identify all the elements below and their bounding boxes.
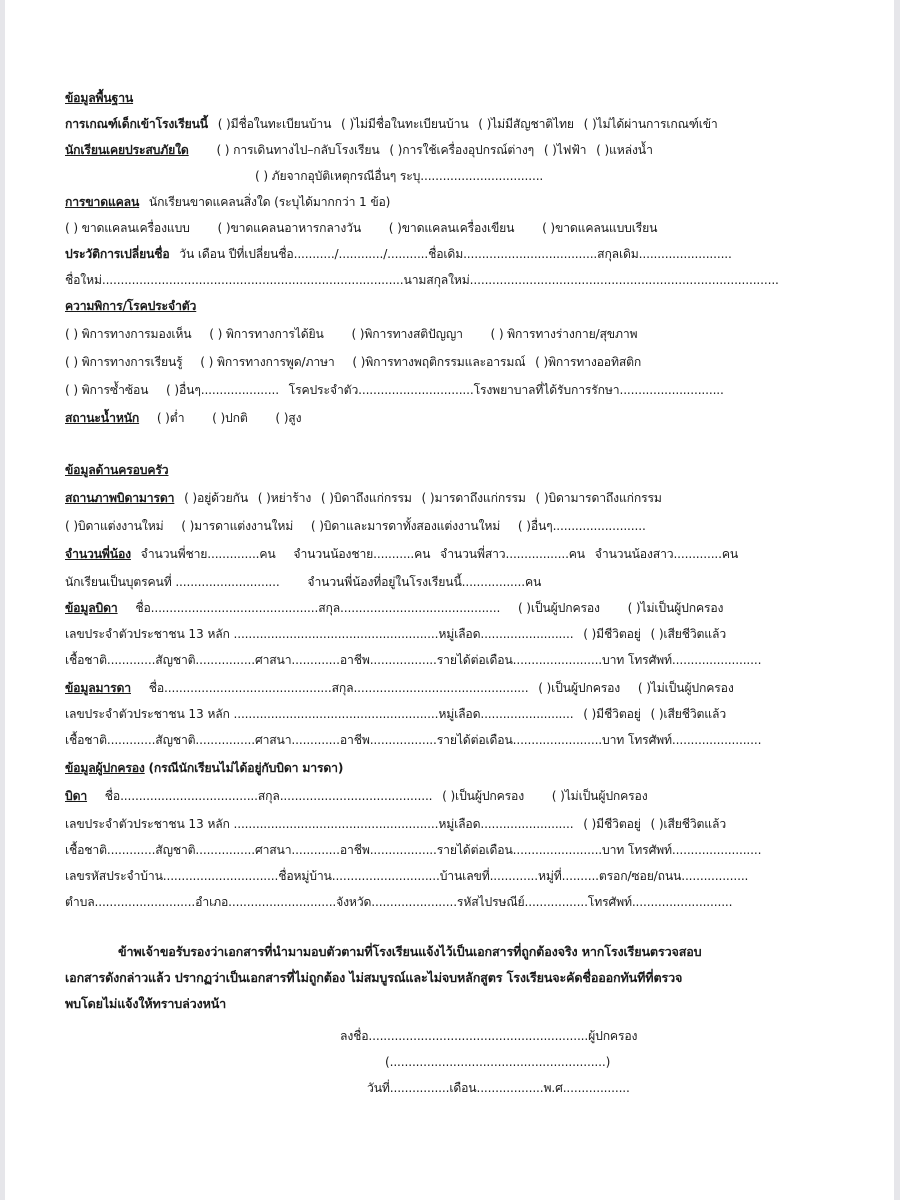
signature-row <box>340 1028 637 1044</box>
checkbox-option[interactable]: ( )เป็นผู้ปกครอง <box>442 789 525 803</box>
hospital-field[interactable]: โรงพยาบาลที่ได้รับการรักษา............................ <box>473 383 724 397</box>
declaration-line-2 <box>65 970 682 986</box>
child-order-field[interactable]: นักเรียนเป็นบุตรคนที่ ............................ <box>65 575 280 589</box>
signature-date-field[interactable]: วันที่................เดือน..................พ.ศ.................. <box>367 1081 630 1095</box>
guardian-id-row <box>65 816 726 832</box>
father-id-row <box>65 626 726 642</box>
weight-row <box>65 410 301 426</box>
guardian-details-row <box>65 842 761 858</box>
disability-row-2 <box>65 354 641 370</box>
guardian-heading-row <box>65 760 343 776</box>
lack-row <box>65 194 390 210</box>
younger-brothers-field[interactable]: จำนวนน้องชาย...........คน <box>293 547 431 561</box>
old-surname-field[interactable]: สกุลเดิม......................... <box>597 247 732 261</box>
mother-id-row <box>65 706 726 722</box>
guardian-address-field-1[interactable]: เลขรหัสประจำบ้าน...............................ชื่อหมู่บ้าน.............................บ้านเลขที่.............หมู่ที่..........ตรอก/ซอย/ถนน.................. <box>65 869 749 883</box>
mother-label: ข้อมูลมารดา <box>65 681 131 695</box>
page-edge-right <box>894 0 900 1200</box>
checkbox-option[interactable]: ( )มารดาแต่งงานใหม่ <box>181 519 294 533</box>
heading-basic: ข้อมูลพื้นฐาน <box>65 91 134 105</box>
checkbox-option[interactable]: ( )เป็นผู้ปกครอง <box>538 681 621 695</box>
signer-name-row <box>385 1054 610 1070</box>
siblings-label: จำนวนพี่น้อง <box>65 547 131 561</box>
checkbox-option[interactable]: ( )เสียชีวิตแล้ว <box>650 817 727 831</box>
lack-label: การขาดแคลน <box>65 195 140 209</box>
name-change-label: ประวัติการเปลี่ยนชื่อ <box>65 247 170 261</box>
checkbox-option[interactable]: ( )ต่ำ <box>156 411 185 425</box>
checkbox-option[interactable]: ( ) พิการซ้ำซ้อน <box>65 383 149 397</box>
checkbox-option[interactable]: ( )เสียชีวิตแล้ว <box>650 707 727 721</box>
declaration-text: พบโดยไม่แจ้งให้ทราบล่วงหน้า <box>65 996 227 1011</box>
new-name-field[interactable]: ชื่อใหม่................................................................................. <box>65 273 404 287</box>
heading-family: ข้อมูลด้านครอบครัว <box>65 463 169 477</box>
father-name-row <box>65 600 723 616</box>
checkbox-option[interactable]: ( )ไม่เป็นผู้ปกครอง <box>627 601 724 615</box>
lack-options-row <box>65 220 657 236</box>
parent-status-row-2 <box>65 518 646 534</box>
section-heading-basic <box>65 90 133 106</box>
younger-sisters-field[interactable]: จำนวนน้องสาว.............คน <box>594 547 739 561</box>
checkbox-option[interactable]: ( )ไม่มีสัญชาติไทย <box>478 117 574 131</box>
checkbox-option[interactable]: ( )มารดาถึงแก่กรรม <box>421 491 526 505</box>
checkbox-option[interactable]: ( ) ขาดแคลนเครื่องแบบ <box>65 221 190 235</box>
parent-status-label: สถานภาพบิดามารดา <box>65 491 175 505</box>
new-surname-field[interactable]: นามสกุลใหม่................................................................................... <box>403 273 779 287</box>
signature-date-row <box>367 1080 630 1096</box>
father-details-field[interactable]: เชื้อชาติ.............สัญชาติ................ศาสนา.............อาชีพ..................รายได้ต่อเดือน........................บาท โทรศัพท์........................ <box>65 653 762 667</box>
father-label: ข้อมูลบิดา <box>65 601 118 615</box>
siblings-in-school-field[interactable]: จำนวนพี่น้องที่อยู่ในโรงเรียนนี้.................คน <box>307 575 542 589</box>
checkbox-option[interactable]: ( )ไม่เป็นผู้ปกครอง <box>551 789 648 803</box>
hazard-label: นักเรียนเคยประสบภัยใด <box>65 143 189 157</box>
father-details-row <box>65 652 761 668</box>
child-order-row <box>65 574 541 590</box>
signer-name-field[interactable]: (..........................................................) <box>385 1055 611 1069</box>
checkbox-option[interactable]: ( )พิการทางออทิสติก <box>535 355 642 369</box>
checkbox-option[interactable]: ( )มีชีวิตอยู่ <box>583 707 641 721</box>
criteria-row <box>65 116 718 132</box>
declaration-text: เอกสารดังกล่าวแล้ว ปรากฏว่าเป็นเอกสารที่ไม่ถูกต้อง ไม่สมบูรณ์และไม่จบหลักสูตร โรงเรียนจะคัดชื่อออกทันทีที่ตรวจ <box>65 970 683 985</box>
father-name-field[interactable]: ชื่อ.............................................สกุล........................................... <box>135 601 501 615</box>
checkbox-option[interactable]: ( )ไม่ได้ผ่านการเกณฑ์เข้า <box>583 117 718 131</box>
checkbox-option[interactable]: ( )การใช้เครื่องอุปกรณ์ต่างๆ <box>389 143 535 157</box>
mother-details-field[interactable]: เชื้อชาติ.............สัญชาติ................ศาสนา.............อาชีพ..................รายได้ต่อเดือน........................บาท โทรศัพท์........................ <box>65 733 762 747</box>
disability-row-3 <box>65 382 724 398</box>
older-sisters-field[interactable]: จำนวนพี่สาว.................คน <box>440 547 585 561</box>
guardian-address-row-2 <box>65 894 732 910</box>
checkbox-option[interactable]: ( ) พิการทางการมองเห็น <box>65 327 192 341</box>
mother-details-row <box>65 732 761 748</box>
guardian-address-field-2[interactable]: ตำบล...........................อำเภอ.............................จังหวัด.......................รหัสไปรษณีย์.................โทรศัพท์........................... <box>65 895 733 909</box>
checkbox-option[interactable]: ( )ไฟฟ้า <box>543 143 587 157</box>
lack-question: นักเรียนขาดแคลนสิ่งใด (ระบุได้มากกว่า 1 ข้อ) <box>148 195 391 209</box>
section-heading-disability <box>65 298 196 314</box>
declaration-text: ข้าพเจ้าขอรับรองว่าเอกสารที่นำมามอบตัวตามที่โรงเรียนแจ้งไว้เป็นเอกสารที่ถูกต้องจริง หากโรงเรียนตรวจสอบ <box>118 944 702 959</box>
hazard-other-field[interactable]: ( ) ภัยจากอุบัติเหตุกรณีอื่นๆ ระบุ................................. <box>255 169 544 183</box>
guardian-label: ข้อมูลผู้ปกครอง <box>65 761 145 775</box>
name-change-date-field[interactable]: วัน เดือน ปีที่เปลี่ยนชื่อ.........../............/........... <box>179 247 429 261</box>
checkbox-option[interactable]: ( ) พิการทางการพูด/ภาษา <box>200 355 335 369</box>
new-name-row <box>65 272 779 288</box>
signature-field[interactable]: ลงชื่อ...........................................................ผู้ปกครอง <box>340 1029 638 1043</box>
checkbox-option[interactable]: ( )พิการทางพฤติกรรมและอารมณ์ <box>352 355 526 369</box>
name-change-row <box>65 246 732 262</box>
checkbox-option[interactable]: ( )ไม่เป็นผู้ปกครอง <box>637 681 734 695</box>
chronic-disease-field[interactable]: โรคประจำตัว............................... <box>288 383 474 397</box>
checkbox-option[interactable]: ( )อื่นๆ......................... <box>517 519 646 533</box>
checkbox-option[interactable]: ( )บิดาและมารดาทั้งสองแต่งงานใหม่ <box>310 519 501 533</box>
checkbox-option[interactable]: ( )มีชื่อในทะเบียนบ้าน <box>217 117 332 131</box>
checkbox-option[interactable]: ( )พิการทางสติปัญญา <box>351 327 463 341</box>
guardian-address-row-1 <box>65 868 748 884</box>
checkbox-option[interactable]: ( )มีชีวิตอยู่ <box>583 817 641 831</box>
guardian-name-row <box>65 788 648 804</box>
mother-id-field[interactable]: เลขประจำตัวประชาชน 13 หลัก .......................................................หมู่เลือด......................... <box>65 707 574 721</box>
weight-label: สถานะน้ำหนัก <box>65 411 140 425</box>
checkbox-option[interactable]: ( ) พิการทางร่างกาย/สุขภาพ <box>490 327 638 341</box>
checkbox-option[interactable]: ( )ขาดแคลนเครื่องเขียน <box>388 221 515 235</box>
mother-name-field[interactable]: ชื่อ.............................................สกุล............................................... <box>148 681 529 695</box>
document-page <box>5 0 894 1200</box>
checkbox-option[interactable]: ( )มีชีวิตอยู่ <box>583 627 641 641</box>
checkbox-option[interactable]: ( )สูง <box>275 411 302 425</box>
checkbox-option[interactable]: ( ) พิการทางการเรียนรู้ <box>65 355 183 369</box>
siblings-row <box>65 546 738 562</box>
checkbox-option[interactable]: ( ) การเดินทางไป–กลับโรงเรียน <box>216 143 380 157</box>
checkbox-option[interactable]: ( )ไม่มีชื่อในทะเบียนบ้าน <box>341 117 469 131</box>
father-id-field[interactable]: เลขประจำตัวประชาชน 13 หลัก .......................................................หมู่เลือด......................... <box>65 627 574 641</box>
checkbox-option[interactable]: ( )บิดาถึงแก่กรรม <box>320 491 412 505</box>
mother-name-row <box>65 680 734 696</box>
checkbox-option[interactable]: ( )เป็นผู้ปกครอง <box>517 601 600 615</box>
older-brothers-field[interactable]: จำนวนพี่ชาย..............คน <box>140 547 276 561</box>
checkbox-option[interactable]: ( )ขาดแคลนแบบเรียน <box>542 221 658 235</box>
checkbox-option[interactable]: ( )อื่นๆ..................... <box>166 383 279 397</box>
criteria-label: การเกณฑ์เด็กเข้าโรงเรียนนี้ <box>65 117 208 131</box>
guardian-details-field[interactable]: เชื้อชาติ.............สัญชาติ................ศาสนา.............อาชีพ..................รายได้ต่อเดือน........................บาท โทรศัพท์........................ <box>65 843 762 857</box>
guardian-relation-label: บิดา <box>65 789 88 803</box>
guardian-note: (กรณีนักเรียนไม่ได้อยู่กับบิดา มารดา) <box>148 761 344 775</box>
checkbox-option[interactable]: ( )เสียชีวิตแล้ว <box>650 627 727 641</box>
guardian-name-field[interactable]: ชื่อ.....................................สกุล......................................... <box>104 789 433 803</box>
section-heading-family <box>65 462 168 478</box>
checkbox-option[interactable]: ( )อยู่ด้วยกัน <box>184 491 249 505</box>
checkbox-option[interactable]: ( ) พิการทางการได้ยิน <box>209 327 324 341</box>
old-name-field[interactable]: ชื่อเดิม.................................... <box>428 247 598 261</box>
guardian-id-field[interactable]: เลขประจำตัวประชาชน 13 หลัก .......................................................หมู่เลือด......................... <box>65 817 574 831</box>
hazard-row <box>65 142 653 158</box>
disability-heading: ความพิการ/โรคประจำตัว <box>65 299 197 313</box>
hazard-other-row <box>255 168 543 184</box>
declaration-line-1 <box>118 944 702 960</box>
checkbox-option[interactable]: ( )หย่าร้าง <box>257 491 312 505</box>
checkbox-option[interactable]: ( )บิดาแต่งงานใหม่ <box>65 519 164 533</box>
checkbox-option[interactable]: ( )ขาดแคลนอาหารกลางวัน <box>217 221 362 235</box>
checkbox-option[interactable]: ( )ปกติ <box>212 411 248 425</box>
checkbox-option[interactable]: ( )แหล่งน้ำ <box>596 143 653 157</box>
disability-row-1 <box>65 326 637 342</box>
declaration-line-3 <box>65 996 226 1012</box>
parent-status-row-1 <box>65 490 662 506</box>
checkbox-option[interactable]: ( )บิดามารดาถึงแก่กรรม <box>535 491 662 505</box>
